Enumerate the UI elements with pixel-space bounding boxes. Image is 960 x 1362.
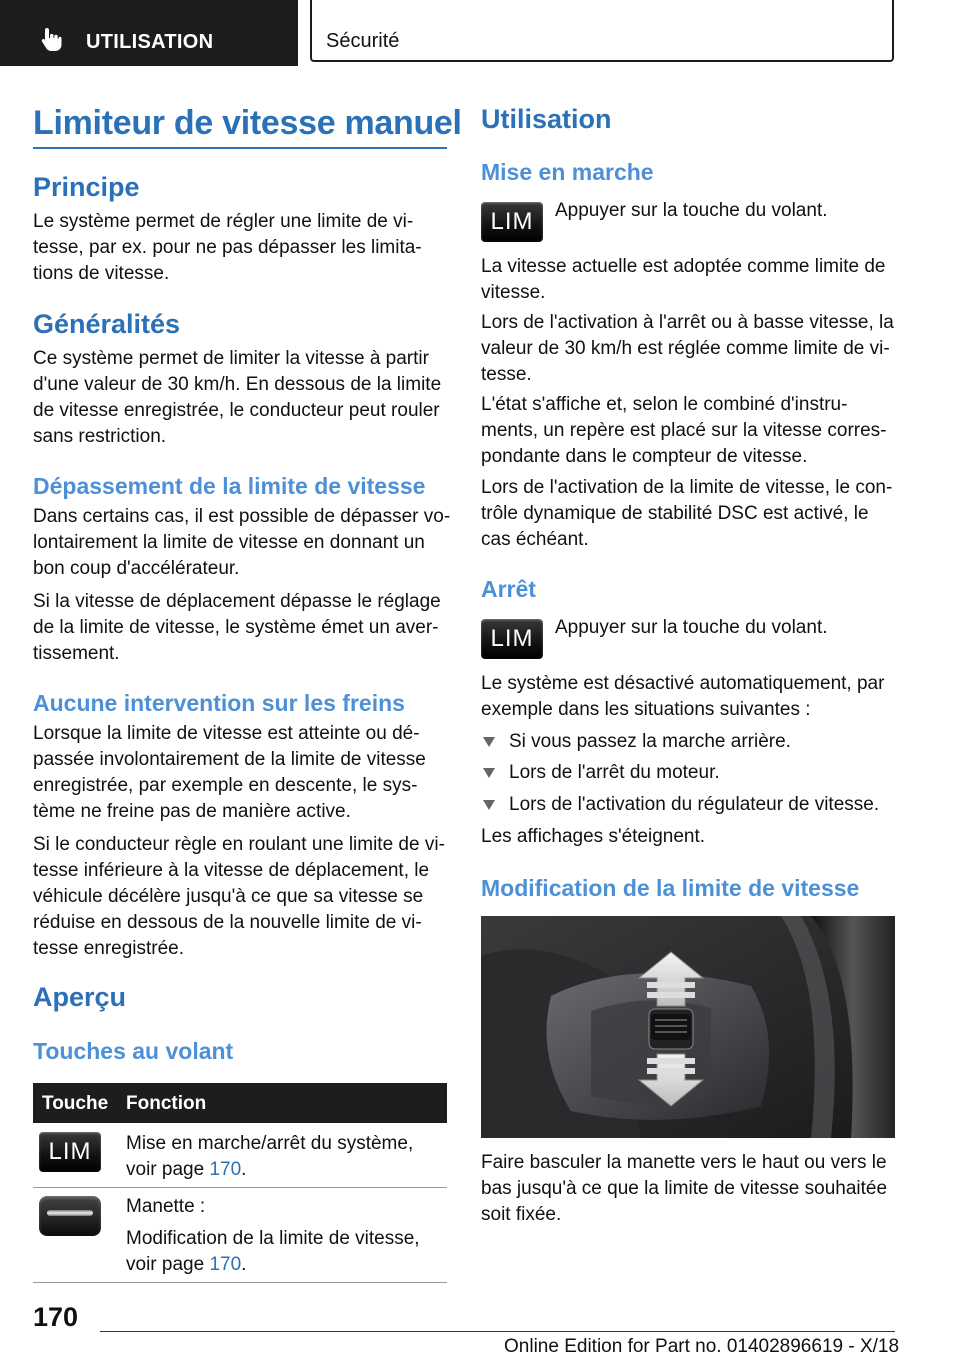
- subsection-tab: [310, 0, 894, 62]
- paragraph-generalites: Ce système permet de limiter la vitesse à partir d'une valeur de 30 km/h. En dessous de la limite de vitesse enregistrée, le conducteur peut rouler sans restriction.: [33, 348, 442, 447]
- paragraph-depassement-2: Si la vitesse de déplacement dépasse le réglage de la limite de vitesse, le système émet un aver- tissement.: [33, 591, 441, 664]
- paragraph-arret-1: Le système est désactivé automatiquement, par exemple dans les situations suivantes :: [481, 673, 885, 720]
- steering-wheel-photo: [481, 916, 895, 1138]
- paragraph-freins-2: Si le conducteur règle en roulant une limite de vi- tesse inférieure à la vitesse de déplacement, le véhicule décélère jusqu'à ce que sa vitesse se réduise en dessous de la nouvelle limite de vi- tesse enregistrée.: [33, 834, 445, 959]
- paragraph-arret-2: Les affichages s'éteignent.: [481, 826, 706, 847]
- photo-caption: Faire basculer la manette vers le haut ou vers le bas jusqu'à ce que la limite de vitesse souhaitée soit fixée.: [481, 1152, 888, 1225]
- table-row: Manette : Modification de la limite de vitesse, voir page 170.: [126, 1196, 420, 1275]
- table-divider: [33, 1187, 447, 1188]
- paragraph-freins-1: Lorsque la limite de vitesse est atteinte ou dé- passée involontairement de la limite de vitesse enregistrée, par exemple en descente, le sys- tème ne freine pas de manière active.: [33, 723, 426, 822]
- triangle-bullet-icon: [483, 800, 495, 810]
- heading-arret: Arrêt: [481, 576, 536, 602]
- page-link[interactable]: 170: [209, 1159, 242, 1180]
- triangle-bullet-icon: [483, 737, 495, 747]
- heading-utilisation: Utilisation: [481, 104, 612, 134]
- list-item: Lors de l'arrêt du moteur.: [481, 760, 509, 786]
- heading-apercu: Aperçu: [33, 982, 127, 1012]
- heading-mise-en-marche: Mise en marche: [481, 159, 654, 185]
- paragraph-marche-1: La vitesse actuelle est adoptée comme limite de vitesse.: [481, 256, 886, 303]
- footer-rule: [100, 1331, 895, 1332]
- heading-principe: Principe: [33, 172, 140, 202]
- triangle-bullet-icon: [483, 768, 495, 778]
- section-tab: [0, 0, 298, 66]
- paragraph-marche-4: Lors de l'activation de la limite de vitesse, le con- trôle dynamique de stabilité DSC est activé, le cas échéant.: [481, 477, 893, 550]
- heading-touches: Touches au volant: [33, 1038, 234, 1064]
- page-title: Limiteur de vitesse manuel: [33, 104, 462, 142]
- paragraph-marche-3: L'état s'affiche et, selon le combiné d'instru- ments, un repère est placé sur la vitesse corres- pondante dans le compteur de vitesse.: [481, 394, 887, 467]
- steering-wheel-illustration: [481, 916, 895, 1138]
- table-divider: [33, 1282, 447, 1283]
- instruction-arret: Appuyer sur la touche du volant.: [555, 617, 828, 638]
- heading-modification: Modification de la limite de vitesse: [481, 875, 860, 901]
- page-header: [0, 0, 960, 66]
- page-link[interactable]: 170: [209, 1254, 242, 1275]
- table-header: [33, 1083, 447, 1123]
- lim-button-icon: LIM: [39, 1132, 101, 1172]
- paragraph-depassement-1: Dans certains cas, il est possible de dépasser vo- lontairement la limite de vitesse en donnant un bon coup d'accélérateur.: [33, 506, 451, 579]
- subsection-title: Sécurité: [326, 30, 400, 52]
- title-rule: [33, 147, 447, 149]
- paragraph-principe: Le système permet de régler une limite de vi- tesse, par ex. pour ne pas dépasser les limita- tions de vitesse.: [33, 211, 422, 284]
- list-item: Lors de l'activation du régulateur de vitesse.: [481, 792, 509, 818]
- rocker-switch-icon: [39, 1196, 101, 1236]
- paragraph-marche-2: Lors de l'activation à l'arrêt ou à basse vitesse, la valeur de 30 km/h est réglée comme limite de vi- tesse.: [481, 312, 894, 385]
- heading-generalites: Généralités: [33, 309, 181, 339]
- footer-edition: Online Edition for Part no. 01402896619 - X/18: [504, 1336, 900, 1357]
- list-item: Si vous passez la marche arrière.: [481, 729, 509, 755]
- lim-button-icon: LIM: [481, 202, 543, 242]
- table-row: Mise en marche/arrêt du système, voir page 170.: [126, 1133, 414, 1180]
- section-title: UTILISATION: [86, 31, 214, 53]
- instruction-marche: Appuyer sur la touche du volant.: [555, 200, 828, 221]
- hand-pointer-icon: [38, 26, 64, 52]
- heading-freins: Aucune intervention sur les freins: [33, 690, 405, 716]
- lim-button-icon: LIM: [481, 619, 543, 659]
- heading-depassement: Dépassement de la limite de vitesse: [33, 473, 426, 499]
- column-header-fonction: Fonction: [126, 1093, 207, 1114]
- column-header-touche: Touche: [42, 1093, 109, 1114]
- page-number: 170: [33, 1302, 79, 1332]
